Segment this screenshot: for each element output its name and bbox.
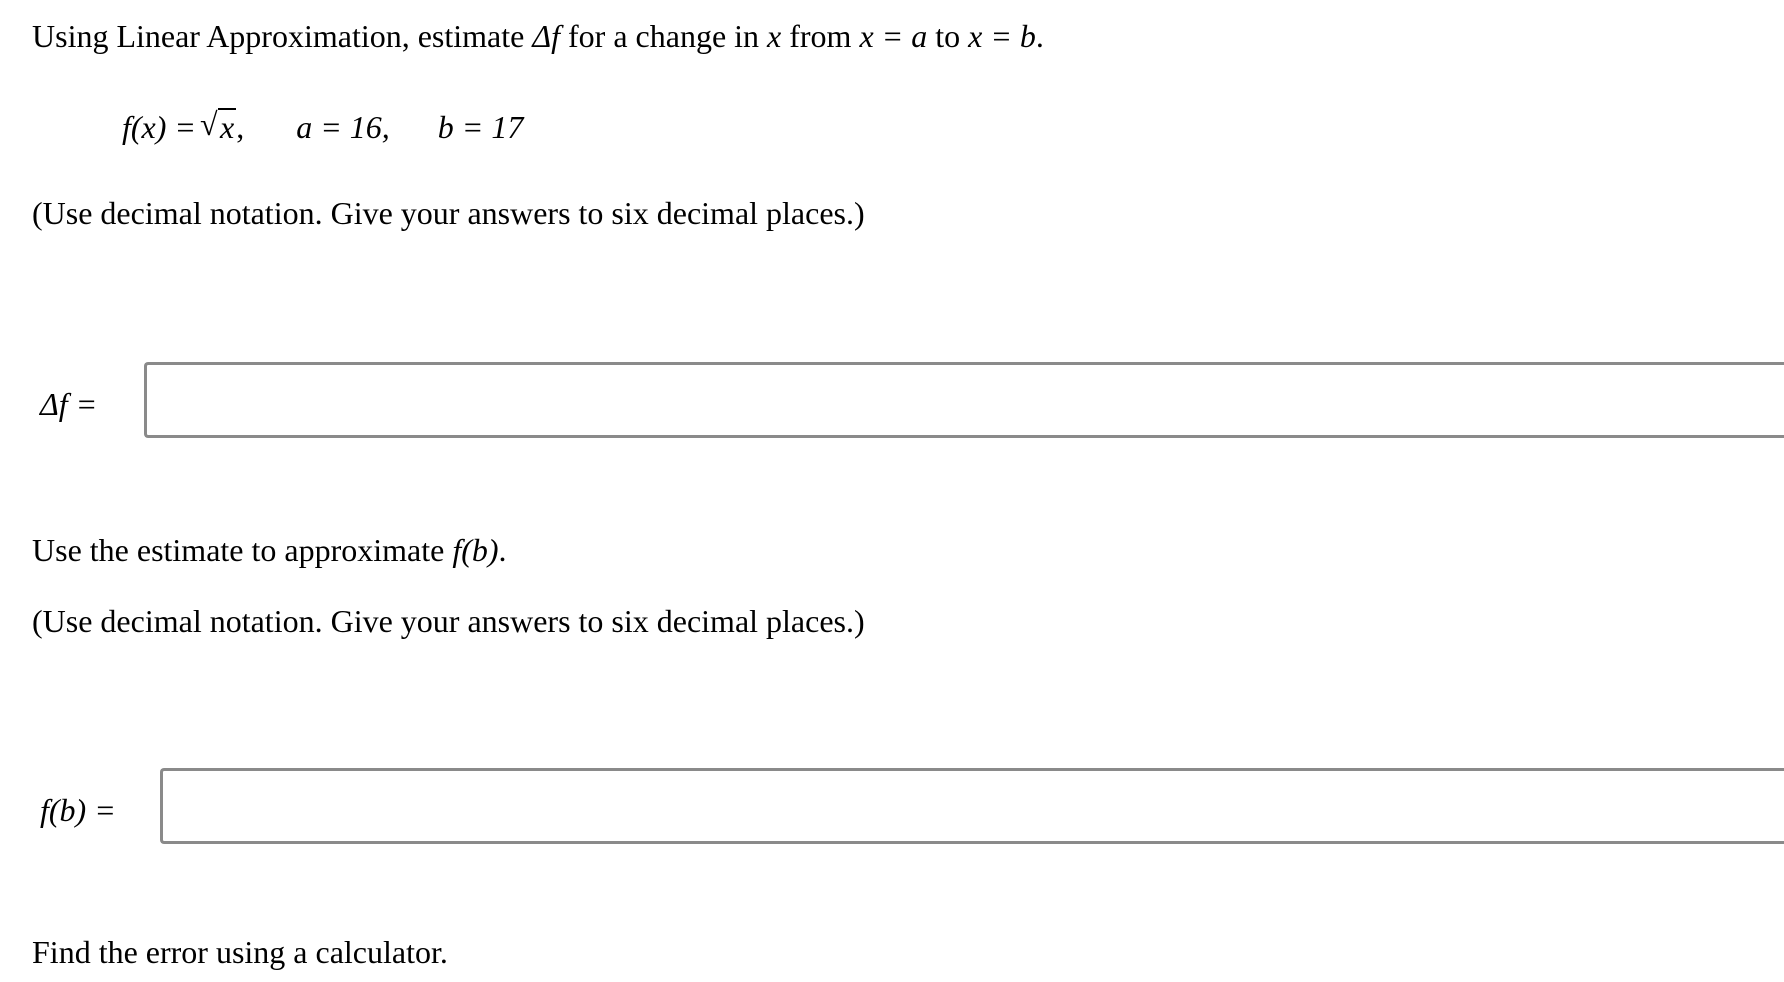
f-of-b-symbol: f(b) [452,532,499,568]
delta-f-input[interactable] [144,362,1784,438]
instruction-1: (Use decimal notation. Give your answers to six decimal places.) [32,195,865,231]
f-of-b-label: f(b) = [40,792,116,828]
intro-to: to [927,18,969,54]
function-definition [122,104,523,147]
f-of-b-input[interactable] [160,768,1784,844]
x-equals-b: x = b [968,18,1036,54]
x-equals-a: x = a [859,18,928,54]
part2-prefix: Use the estimate to approximate [32,532,453,568]
x-variable: x [767,18,782,54]
intro-mid1: for a change in [560,18,768,54]
intro-prefix: Using Linear Approximation, estimate [32,18,533,54]
intro-end: . [1035,18,1044,54]
function-lhs: f(x) = [122,109,204,145]
function-comma: , [236,109,245,145]
instruction-2: (Use decimal notation. Give your answers to six decimal places.) [32,603,865,639]
b-value: b = 17 [437,109,524,145]
sqrt-expression [204,104,236,147]
sqrt-radicand: x [220,109,235,145]
part2-end: . [498,532,507,568]
part3-prompt: Find the error using a calculator. [32,934,448,970]
delta-f-label: Δf = [40,386,98,422]
part2-prompt [32,530,507,570]
intro-mid2: from [781,18,860,54]
a-value: a = 16, [296,109,390,145]
delta-f-symbol: Δf [532,18,561,54]
problem-intro [32,16,1044,56]
